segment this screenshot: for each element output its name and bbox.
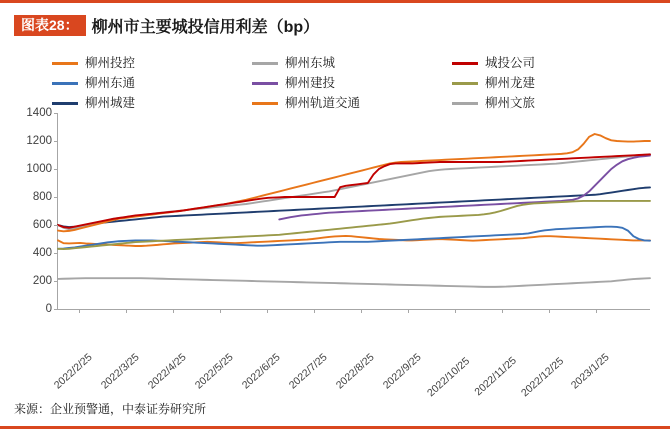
y-axis-tick-mark [54, 225, 58, 226]
x-axis-tick-mark [549, 309, 550, 313]
x-axis-tick-label-text: 2022/8/25 [333, 351, 377, 392]
chart-legend [52, 53, 652, 113]
y-axis-tick-mark [54, 113, 58, 114]
x-axis-tick-label [568, 320, 646, 392]
x-axis-tick-label-text: 2022/2/25 [51, 351, 95, 392]
legend-color-swatch [52, 82, 78, 85]
series-line [58, 187, 650, 227]
plot-area [26, 107, 650, 400]
figure-number-tag: 图表28： [14, 15, 86, 36]
x-axis-tick-mark [314, 309, 315, 313]
x-axis-tick-label-text: 2022/9/25 [380, 351, 424, 392]
legend-color-swatch [52, 62, 78, 65]
y-axis-tick-mark [54, 253, 58, 254]
x-axis-tick-mark [220, 309, 221, 313]
x-axis-tick-mark [596, 309, 597, 313]
legend-label: 柳州龙建 [485, 75, 536, 90]
x-axis-tick-mark [79, 309, 80, 313]
legend-label: 柳州轨道交通 [285, 95, 361, 110]
x-axis-tick-label-text: 2022/3/25 [98, 351, 142, 392]
x-axis-tick-mark [455, 309, 456, 313]
x-axis-tick-label-text: 2022/10/25 [424, 355, 473, 400]
legend-item[interactable] [52, 53, 252, 73]
legend-item[interactable] [252, 53, 452, 73]
legend-item[interactable] [252, 73, 452, 93]
legend-label: 柳州投控 [85, 55, 136, 70]
x-axis-tick-mark [173, 309, 174, 313]
figure-title-row [0, 3, 670, 47]
series-line [58, 154, 650, 227]
series-lines [58, 113, 650, 309]
legend-color-swatch [452, 82, 478, 85]
legend-label: 柳州东城 [285, 55, 336, 70]
y-axis-tick-mark [54, 281, 58, 282]
x-axis-tick-label-text: 2022/7/25 [286, 351, 330, 392]
legend-item[interactable] [452, 73, 652, 93]
x-axis-tick-label-text: 2022/12/25 [518, 355, 567, 400]
legend-color-swatch [252, 82, 278, 85]
legend-label: 柳州东通 [85, 75, 136, 90]
series-line [279, 156, 650, 220]
x-axis-tick-label-text: 2022/6/25 [239, 351, 283, 392]
y-axis-tick-label: 0 [45, 303, 52, 315]
x-axis-tick-label-text: 2023/1/25 [568, 351, 612, 392]
y-axis-tick-label: 1200 [26, 135, 52, 147]
x-axis-tick-mark [267, 309, 268, 313]
y-axis-tick-mark [54, 141, 58, 142]
x-axis-tick-label-text: 2022/11/25 [472, 354, 519, 399]
legend-item[interactable] [52, 73, 252, 93]
source-note: 来源：企业预警通，中泰证券研究所 [14, 402, 207, 416]
page-title: 柳州市主要城投信用利差（bp） [91, 18, 320, 36]
y-axis-tick-label: 400 [32, 247, 52, 259]
y-axis-tick-label: 1000 [26, 163, 52, 175]
x-axis-tick-label-text: 2022/4/25 [145, 351, 189, 392]
legend-label: 柳州城建 [85, 95, 136, 110]
legend-color-swatch [252, 62, 278, 65]
plot-wrapper [0, 107, 670, 400]
legend-label: 柳州建投 [285, 75, 336, 90]
y-axis-tick-mark [54, 309, 58, 310]
legend-color-swatch [452, 62, 478, 65]
legend-label: 柳州文旅 [485, 95, 536, 110]
x-axis-tick-mark [502, 309, 503, 313]
series-line [58, 278, 650, 287]
y-axis-tick-label: 800 [32, 191, 52, 203]
legend-item[interactable] [452, 53, 652, 73]
y-axis-tick-label: 200 [32, 275, 52, 287]
x-axis-tick-mark [126, 309, 127, 313]
legend-label: 城投公司 [485, 55, 536, 70]
x-axis-tick-mark [361, 309, 362, 313]
y-axis-tick-label: 1400 [26, 107, 52, 119]
y-axis-tick-mark [54, 169, 58, 170]
x-axis-tick-mark [408, 309, 409, 313]
x-axis-tick-label-text: 2022/5/25 [192, 351, 236, 392]
legend-color-swatch [52, 102, 78, 105]
series-line [58, 134, 650, 231]
y-axis-tick-mark [54, 197, 58, 198]
legend-color-swatch [252, 102, 278, 105]
y-axis-tick-label: 600 [32, 219, 52, 231]
legend-color-swatch [452, 102, 478, 105]
